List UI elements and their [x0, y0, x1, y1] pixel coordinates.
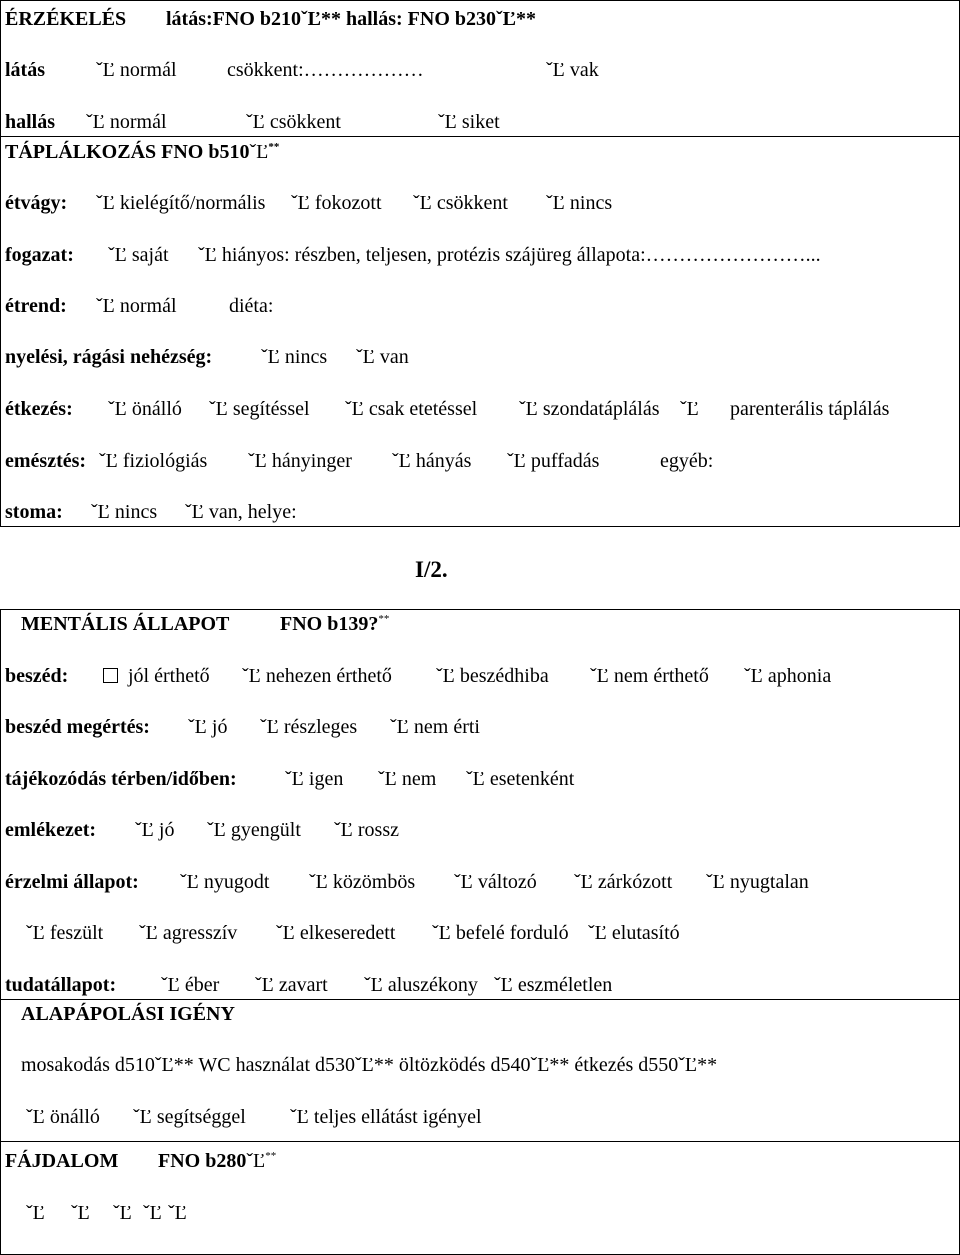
latas-normal-checkbox[interactable]: ˇĽ normál [96, 59, 177, 81]
option-label: hányinger [271, 450, 352, 472]
option-label: puffadás [530, 450, 600, 472]
fogazat-label: fogazat: [5, 244, 74, 266]
tudat-eszmeletlen-checkbox[interactable]: ˇĽ eszméletlen [494, 974, 613, 996]
nyelesi-nincs-checkbox[interactable]: ˇĽ nincs [261, 346, 328, 368]
emlekezet-gyengult-checkbox[interactable]: ˇĽ gyengült [207, 819, 301, 841]
option-label: siket [461, 111, 500, 133]
option-label: saját [131, 244, 169, 266]
etrend-label: étrend: [5, 295, 67, 317]
option-label: segítéssel [232, 398, 310, 420]
megertes-jo-checkbox[interactable]: ˇĽ jó [188, 716, 228, 738]
megertes-reszleges-checkbox[interactable]: ˇĽ részleges [260, 716, 358, 738]
option-label: igen [308, 768, 344, 790]
option-label: nehezen érthető [265, 665, 392, 687]
option-label: jó [211, 716, 228, 738]
option-label: hányás [415, 450, 472, 472]
erzelmi-label: érzelmi állapot: [5, 871, 139, 893]
beszed-jol-checkbox[interactable] [103, 661, 210, 691]
option-label: van [379, 346, 409, 368]
tudat-aluszekony-checkbox[interactable]: ˇĽ aluszékony [364, 974, 478, 996]
mentalis-title: MENTÁLIS ÁLLAPOT [21, 613, 230, 635]
emesztes-label: emésztés: [5, 450, 87, 472]
etvagy-nincs-checkbox[interactable]: ˇĽ nincs [546, 192, 613, 214]
option-label: eszméletlen [517, 974, 613, 996]
option-label: jól érthető [128, 665, 210, 687]
option-label: aphonia [767, 665, 832, 687]
emesztes-puffadas-checkbox[interactable]: ˇĽ puffadás [507, 450, 600, 472]
erzelmi-feszult-checkbox[interactable]: ˇĽ feszült [26, 922, 104, 944]
etkezes-parenteralis-label: parenterális táplálás [730, 398, 890, 420]
alapapolasi-segitseggel-checkbox[interactable]: ˇĽ segítséggel [133, 1106, 246, 1128]
emlekezet-jo-checkbox[interactable]: ˇĽ jó [135, 819, 175, 841]
alapapolasi-teljes-checkbox[interactable]: ˇĽ teljes ellátást igényel [290, 1106, 482, 1128]
etvagy-csokkent-checkbox[interactable]: ˇĽ csökkent [413, 192, 508, 214]
option-label: normál [109, 111, 167, 133]
alapapolasi-codes: mosakodás d510ˇĽ** WC használat d530ˇĽ** öltözködés d540ˇĽ** étkezés d550ˇĽ** [21, 1054, 718, 1076]
fajdalom-checkbox-5[interactable]: ˇĽ [168, 1202, 187, 1224]
option-label: vak [569, 59, 599, 81]
hallas-label: hallás [5, 111, 56, 133]
hallas-normal-checkbox[interactable]: ˇĽ normál [86, 111, 167, 133]
option-label: önálló [49, 1106, 100, 1128]
beszed-nem-erto-checkbox[interactable]: ˇĽ nem érthető [590, 665, 709, 687]
option-label: csökkent [269, 111, 341, 133]
hallas-siket-checkbox[interactable]: ˇĽ siket [438, 111, 500, 133]
option-label: éber [184, 974, 220, 996]
page-number: I/2. [415, 557, 448, 582]
tajekozodas-label: tájékozódás térben/időben: [5, 768, 237, 790]
option-label: gyengült [230, 819, 301, 841]
stoma-van-checkbox[interactable]: ˇĽ van, helye: [185, 501, 297, 523]
emesztes-egyeb-field[interactable]: egyéb: [660, 450, 714, 472]
option-label: változó [477, 871, 537, 893]
fajdalom-checkbox-3[interactable]: ˇĽ [113, 1202, 132, 1224]
option-label: nem érthető [613, 665, 709, 687]
option-label: fokozott [314, 192, 382, 214]
erzekeles-codes: látás:FNO b210ˇĽ** hallás: FNO b230ˇĽ** [166, 8, 537, 30]
etkezes-segitessel-checkbox[interactable]: ˇĽ segítéssel [209, 398, 310, 420]
alapapolasi-title: ALAPÁPOLÁSI IGÉNY [21, 1003, 235, 1025]
option-label: normál [119, 295, 177, 317]
option-label: részleges [283, 716, 358, 738]
emesztes-fiziologias-checkbox[interactable]: ˇĽ fiziológiás [99, 450, 208, 472]
megertes-nem-erti-checkbox[interactable]: ˇĽ nem érti [390, 716, 480, 738]
alapapolasi-onallo-checkbox[interactable]: ˇĽ önálló [26, 1106, 100, 1128]
fajdalom-title: FÁJDALOM [5, 1150, 119, 1172]
erzelmi-kozombos-checkbox[interactable]: ˇĽ közömbös [309, 871, 416, 893]
option-label: segítséggel [156, 1106, 246, 1128]
option-label: kielégítő/normális [119, 192, 266, 214]
fajdalom-checkbox-4[interactable]: ˇĽ [143, 1202, 162, 1224]
option-label: rossz [357, 819, 399, 841]
emlekezet-label: emlékezet: [5, 819, 97, 841]
etvagy-normal-checkbox[interactable]: ˇĽ kielégítő/normális [96, 192, 266, 214]
erzelmi-elkeseredett-checkbox[interactable]: ˇĽ elkeseredett [276, 922, 396, 944]
option-label: nyugodt [203, 871, 270, 893]
option-label: normál [119, 59, 177, 81]
erzekeles-title: ÉRZÉKELÉS [5, 8, 127, 30]
option-label: van, helye: [208, 501, 297, 523]
option-label: fiziológiás [122, 450, 208, 472]
option-label: elkeseredett [299, 922, 396, 944]
etkezes-szonda-checkbox[interactable]: ˇĽ szondatáplálás [519, 398, 660, 420]
option-label: befelé forduló [455, 922, 569, 944]
etkezes-label: étkezés: [5, 398, 73, 420]
nyelesi-label: nyelési, rágási nehézség: [5, 346, 213, 368]
beszed-beszedhiba-checkbox[interactable]: ˇĽ beszédhiba [436, 665, 549, 687]
option-label: szondatáplálás [542, 398, 660, 420]
taplalkozas-title: TÁPLÁLKOZÁS FNO b510ˇĽ** [5, 141, 280, 163]
emlekezet-rossz-checkbox[interactable]: ˇĽ rossz [334, 819, 399, 841]
tajekozodas-esetenkent-checkbox[interactable]: ˇĽ esetenként [466, 768, 575, 790]
erzelmi-nyugodt-checkbox[interactable]: ˇĽ nyugodt [180, 871, 270, 893]
option-label: zárkózott [597, 871, 673, 893]
option-label: jó [158, 819, 175, 841]
option-label: feszült [49, 922, 104, 944]
option-label: agresszív [162, 922, 238, 944]
etrend-normal-checkbox[interactable]: ˇĽ normál [96, 295, 177, 317]
nyelesi-van-checkbox[interactable]: ˇĽ van [356, 346, 409, 368]
mentalis-code: FNO b139?** [280, 613, 390, 635]
erzelmi-agressziv-checkbox[interactable]: ˇĽ agresszív [139, 922, 238, 944]
etvagy-label: étvágy: [5, 192, 68, 214]
checkbox-square-icon [103, 668, 118, 683]
fajdalom-checkbox-1[interactable]: ˇĽ [26, 1202, 45, 1224]
beszed-nehezen-checkbox[interactable]: ˇĽ nehezen érthető [242, 665, 392, 687]
option-label: beszédhiba [459, 665, 549, 687]
etkezes-onallo-checkbox[interactable]: ˇĽ önálló [108, 398, 182, 420]
option-label: nincs [569, 192, 613, 214]
erzelmi-elutasito-checkbox[interactable]: ˇĽ elutasító [588, 922, 680, 944]
option-label: nyugtalan [729, 871, 809, 893]
beszed-aphonia-checkbox[interactable]: ˇĽ aphonia [744, 665, 832, 687]
option-label: nem érti [413, 716, 480, 738]
fogazat-sajat-checkbox[interactable]: ˇĽ saját [108, 244, 169, 266]
erzelmi-befele-checkbox[interactable]: ˇĽ befelé forduló [432, 922, 569, 944]
tudat-eber-checkbox[interactable]: ˇĽ éber [161, 974, 220, 996]
latas-csokkent-field[interactable]: csökkent:……………… [227, 59, 424, 81]
fajdalom-code: FNO b280ˇĽ** [158, 1150, 277, 1172]
tudat-label: tudatállapot: [5, 974, 117, 996]
option-label: teljes ellátást igényel [313, 1106, 482, 1128]
dieta-field[interactable]: diéta: [229, 295, 274, 317]
latas-vak-checkbox[interactable]: ˇĽ vak [546, 59, 599, 81]
erzelmi-valtozo-checkbox[interactable]: ˇĽ változó [454, 871, 537, 893]
stoma-nincs-checkbox[interactable]: ˇĽ nincs [91, 501, 158, 523]
option-label: önálló [131, 398, 182, 420]
option-label: zavart [278, 974, 328, 996]
fogazat-hianyos-checkbox[interactable]: ˇĽ hiányos: részben, teljesen, protézis szájüreg állapota:……………………... [198, 244, 821, 266]
latas-label: látás [5, 59, 45, 81]
section-divider [0, 1141, 960, 1142]
stoma-label: stoma: [5, 501, 63, 523]
tudat-zavart-checkbox[interactable]: ˇĽ zavart [255, 974, 328, 996]
option-label: nincs [284, 346, 328, 368]
erzelmi-nyugtalan-checkbox[interactable]: ˇĽ nyugtalan [706, 871, 809, 893]
tajekozodas-nem-checkbox[interactable]: ˇĽ nem [378, 768, 437, 790]
option-label: aluszékony [387, 974, 478, 996]
etkezes-etetessel-checkbox[interactable]: ˇĽ csak etetéssel [345, 398, 478, 420]
fajdalom-checkbox-2[interactable]: ˇĽ [71, 1202, 90, 1224]
emesztes-hanyas-checkbox[interactable]: ˇĽ hányás [392, 450, 472, 472]
option-label: esetenként [489, 768, 575, 790]
tajekozodas-igen-checkbox[interactable]: ˇĽ igen [285, 768, 344, 790]
hallas-csokkent-checkbox[interactable]: ˇĽ csökkent [246, 111, 341, 133]
erzelmi-zarkozott-checkbox[interactable]: ˇĽ zárkózott [574, 871, 673, 893]
option-label: hiányos: részben, teljesen, protézis szájüreg állapota:……………………... [221, 244, 821, 266]
emesztes-hanyinger-checkbox[interactable]: ˇĽ hányinger [248, 450, 352, 472]
option-label: nincs [114, 501, 158, 523]
option-label: csak etetéssel [368, 398, 478, 420]
megertes-label: beszéd megértés: [5, 716, 150, 738]
option-label: csökkent [436, 192, 508, 214]
etvagy-fokozott-checkbox[interactable]: ˇĽ fokozott [291, 192, 382, 214]
beszed-label: beszéd: [5, 665, 69, 687]
etkezes-parenteralis-checkbox[interactable]: ˇĽ [680, 398, 699, 420]
option-label: nem [401, 768, 437, 790]
option-label: közömbös [332, 871, 416, 893]
option-label: elutasító [611, 922, 680, 944]
